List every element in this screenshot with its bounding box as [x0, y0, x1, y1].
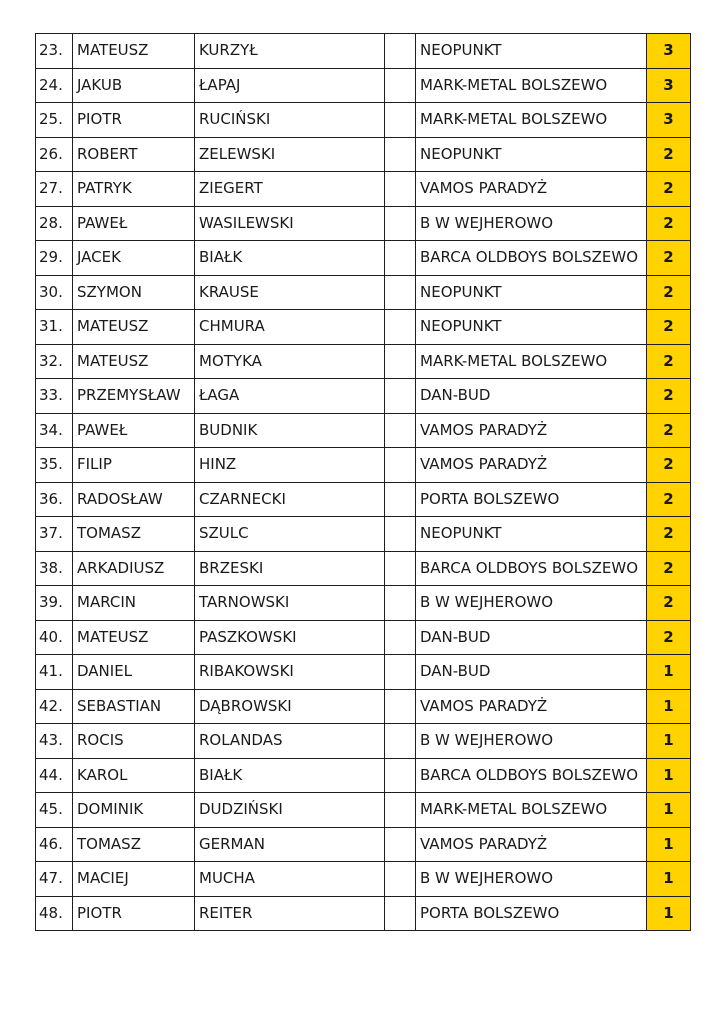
- first-name-cell: TOMASZ: [73, 517, 195, 552]
- blank-cell: [385, 34, 416, 69]
- blank-cell: [385, 758, 416, 793]
- goals-cell: 2: [647, 551, 691, 586]
- last-name-cell: TARNOWSKI: [195, 586, 385, 621]
- last-name-cell: BRZESKI: [195, 551, 385, 586]
- last-name-cell: WASILEWSKI: [195, 206, 385, 241]
- club-cell: DAN-BUD: [416, 655, 647, 690]
- last-name-cell: SZULC: [195, 517, 385, 552]
- goals-cell: 2: [647, 172, 691, 207]
- goals-cell: 1: [647, 689, 691, 724]
- club-cell: VAMOS PARADYŻ: [416, 172, 647, 207]
- blank-cell: [385, 551, 416, 586]
- goals-cell: 1: [647, 655, 691, 690]
- blank-cell: [385, 103, 416, 138]
- club-cell: MARK-METAL BOLSZEWO: [416, 344, 647, 379]
- rank-cell: 28.: [36, 206, 73, 241]
- table-row: [36, 103, 691, 138]
- blank-cell: [385, 689, 416, 724]
- goals-cell: 2: [647, 517, 691, 552]
- goals-cell: 1: [647, 758, 691, 793]
- blank-cell: [385, 827, 416, 862]
- club-cell: B W WEJHEROWO: [416, 206, 647, 241]
- last-name-cell: BIAŁK: [195, 241, 385, 276]
- table-row: [36, 206, 691, 241]
- last-name-cell: ŁAPAJ: [195, 68, 385, 103]
- table-row: [36, 655, 691, 690]
- first-name-cell: DANIEL: [73, 655, 195, 690]
- rank-cell: 23.: [36, 34, 73, 69]
- first-name-cell: PATRYK: [73, 172, 195, 207]
- table-row: [36, 620, 691, 655]
- blank-cell: [385, 137, 416, 172]
- scorers-table-container: [35, 33, 691, 931]
- rank-cell: 41.: [36, 655, 73, 690]
- goals-cell: 2: [647, 344, 691, 379]
- first-name-cell: PIOTR: [73, 103, 195, 138]
- rank-cell: 35.: [36, 448, 73, 483]
- last-name-cell: REITER: [195, 896, 385, 931]
- blank-cell: [385, 275, 416, 310]
- club-cell: BARCA OLDBOYS BOLSZEWO: [416, 758, 647, 793]
- table-row: [36, 551, 691, 586]
- rank-cell: 40.: [36, 620, 73, 655]
- last-name-cell: RIBAKOWSKI: [195, 655, 385, 690]
- last-name-cell: KURZYŁ: [195, 34, 385, 69]
- club-cell: BARCA OLDBOYS BOLSZEWO: [416, 241, 647, 276]
- club-cell: BARCA OLDBOYS BOLSZEWO: [416, 551, 647, 586]
- rank-cell: 39.: [36, 586, 73, 621]
- blank-cell: [385, 724, 416, 759]
- goals-cell: 1: [647, 827, 691, 862]
- rank-cell: 44.: [36, 758, 73, 793]
- table-row: [36, 34, 691, 69]
- table-row: [36, 517, 691, 552]
- goals-cell: 1: [647, 862, 691, 897]
- table-row: [36, 137, 691, 172]
- table-row: [36, 275, 691, 310]
- rank-cell: 48.: [36, 896, 73, 931]
- rank-cell: 27.: [36, 172, 73, 207]
- club-cell: NEOPUNKT: [416, 275, 647, 310]
- blank-cell: [385, 344, 416, 379]
- club-cell: NEOPUNKT: [416, 517, 647, 552]
- last-name-cell: MUCHA: [195, 862, 385, 897]
- first-name-cell: MARCIN: [73, 586, 195, 621]
- blank-cell: [385, 310, 416, 345]
- goals-cell: 2: [647, 310, 691, 345]
- rank-cell: 24.: [36, 68, 73, 103]
- last-name-cell: ROLANDAS: [195, 724, 385, 759]
- club-cell: MARK-METAL BOLSZEWO: [416, 793, 647, 828]
- table-row: [36, 68, 691, 103]
- goals-cell: 2: [647, 275, 691, 310]
- last-name-cell: CZARNECKI: [195, 482, 385, 517]
- club-cell: NEOPUNKT: [416, 310, 647, 345]
- rank-cell: 32.: [36, 344, 73, 379]
- rank-cell: 38.: [36, 551, 73, 586]
- rank-cell: 36.: [36, 482, 73, 517]
- club-cell: DAN-BUD: [416, 379, 647, 414]
- blank-cell: [385, 793, 416, 828]
- table-row: [36, 724, 691, 759]
- scorers-table: [35, 33, 691, 931]
- blank-cell: [385, 896, 416, 931]
- goals-cell: 2: [647, 448, 691, 483]
- last-name-cell: CHMURA: [195, 310, 385, 345]
- rank-cell: 45.: [36, 793, 73, 828]
- last-name-cell: MOTYKA: [195, 344, 385, 379]
- blank-cell: [385, 517, 416, 552]
- last-name-cell: GERMAN: [195, 827, 385, 862]
- first-name-cell: MATEUSZ: [73, 620, 195, 655]
- club-cell: VAMOS PARADYŻ: [416, 827, 647, 862]
- last-name-cell: BIAŁK: [195, 758, 385, 793]
- club-cell: B W WEJHEROWO: [416, 586, 647, 621]
- rank-cell: 33.: [36, 379, 73, 414]
- table-row: [36, 862, 691, 897]
- first-name-cell: RADOSŁAW: [73, 482, 195, 517]
- table-row: [36, 758, 691, 793]
- club-cell: PORTA BOLSZEWO: [416, 482, 647, 517]
- first-name-cell: MACIEJ: [73, 862, 195, 897]
- first-name-cell: TOMASZ: [73, 827, 195, 862]
- table-row: [36, 448, 691, 483]
- blank-cell: [385, 241, 416, 276]
- last-name-cell: PASZKOWSKI: [195, 620, 385, 655]
- table-row: [36, 241, 691, 276]
- last-name-cell: DUDZIŃSKI: [195, 793, 385, 828]
- goals-cell: 2: [647, 413, 691, 448]
- last-name-cell: DĄBROWSKI: [195, 689, 385, 724]
- table-row: [36, 689, 691, 724]
- blank-cell: [385, 448, 416, 483]
- table-row: [36, 586, 691, 621]
- goals-cell: 2: [647, 137, 691, 172]
- blank-cell: [385, 655, 416, 690]
- blank-cell: [385, 206, 416, 241]
- rank-cell: 42.: [36, 689, 73, 724]
- first-name-cell: SEBASTIAN: [73, 689, 195, 724]
- rank-cell: 43.: [36, 724, 73, 759]
- last-name-cell: ŁAGA: [195, 379, 385, 414]
- goals-cell: 3: [647, 68, 691, 103]
- rank-cell: 26.: [36, 137, 73, 172]
- club-cell: NEOPUNKT: [416, 34, 647, 69]
- club-cell: B W WEJHEROWO: [416, 724, 647, 759]
- last-name-cell: ZIEGERT: [195, 172, 385, 207]
- rank-cell: 25.: [36, 103, 73, 138]
- last-name-cell: ZELEWSKI: [195, 137, 385, 172]
- rank-cell: 31.: [36, 310, 73, 345]
- first-name-cell: PRZEMYSŁAW: [73, 379, 195, 414]
- club-cell: PORTA BOLSZEWO: [416, 896, 647, 931]
- first-name-cell: MATEUSZ: [73, 344, 195, 379]
- first-name-cell: DOMINIK: [73, 793, 195, 828]
- goals-cell: 2: [647, 586, 691, 621]
- first-name-cell: FILIP: [73, 448, 195, 483]
- goals-cell: 2: [647, 620, 691, 655]
- first-name-cell: PAWEŁ: [73, 413, 195, 448]
- last-name-cell: RUCIŃSKI: [195, 103, 385, 138]
- last-name-cell: KRAUSE: [195, 275, 385, 310]
- club-cell: VAMOS PARADYŻ: [416, 448, 647, 483]
- first-name-cell: ROBERT: [73, 137, 195, 172]
- goals-cell: 2: [647, 241, 691, 276]
- blank-cell: [385, 68, 416, 103]
- table-row: [36, 482, 691, 517]
- blank-cell: [385, 172, 416, 207]
- blank-cell: [385, 586, 416, 621]
- table-row: [36, 793, 691, 828]
- club-cell: B W WEJHEROWO: [416, 862, 647, 897]
- first-name-cell: PIOTR: [73, 896, 195, 931]
- club-cell: VAMOS PARADYŻ: [416, 689, 647, 724]
- last-name-cell: HINZ: [195, 448, 385, 483]
- goals-cell: 1: [647, 793, 691, 828]
- rank-cell: 29.: [36, 241, 73, 276]
- first-name-cell: KAROL: [73, 758, 195, 793]
- rank-cell: 37.: [36, 517, 73, 552]
- goals-cell: 1: [647, 896, 691, 931]
- blank-cell: [385, 620, 416, 655]
- goals-cell: 3: [647, 34, 691, 69]
- blank-cell: [385, 413, 416, 448]
- rank-cell: 46.: [36, 827, 73, 862]
- table-row: [36, 172, 691, 207]
- first-name-cell: SZYMON: [73, 275, 195, 310]
- blank-cell: [385, 482, 416, 517]
- table-row: [36, 379, 691, 414]
- table-row: [36, 344, 691, 379]
- table-row: [36, 310, 691, 345]
- club-cell: MARK-METAL BOLSZEWO: [416, 103, 647, 138]
- rank-cell: 47.: [36, 862, 73, 897]
- goals-cell: 2: [647, 482, 691, 517]
- goals-cell: 2: [647, 379, 691, 414]
- first-name-cell: MATEUSZ: [73, 310, 195, 345]
- club-cell: NEOPUNKT: [416, 137, 647, 172]
- rank-cell: 34.: [36, 413, 73, 448]
- goals-cell: 1: [647, 724, 691, 759]
- club-cell: DAN-BUD: [416, 620, 647, 655]
- table-row: [36, 413, 691, 448]
- last-name-cell: BUDNIK: [195, 413, 385, 448]
- first-name-cell: JAKUB: [73, 68, 195, 103]
- table-row: [36, 896, 691, 931]
- table-row: [36, 827, 691, 862]
- first-name-cell: JACEK: [73, 241, 195, 276]
- goals-cell: 2: [647, 206, 691, 241]
- goals-cell: 3: [647, 103, 691, 138]
- club-cell: VAMOS PARADYŻ: [416, 413, 647, 448]
- first-name-cell: MATEUSZ: [73, 34, 195, 69]
- rank-cell: 30.: [36, 275, 73, 310]
- scorers-table-body: [36, 34, 691, 931]
- blank-cell: [385, 862, 416, 897]
- club-cell: MARK-METAL BOLSZEWO: [416, 68, 647, 103]
- first-name-cell: ROCIS: [73, 724, 195, 759]
- blank-cell: [385, 379, 416, 414]
- first-name-cell: ARKADIUSZ: [73, 551, 195, 586]
- first-name-cell: PAWEŁ: [73, 206, 195, 241]
